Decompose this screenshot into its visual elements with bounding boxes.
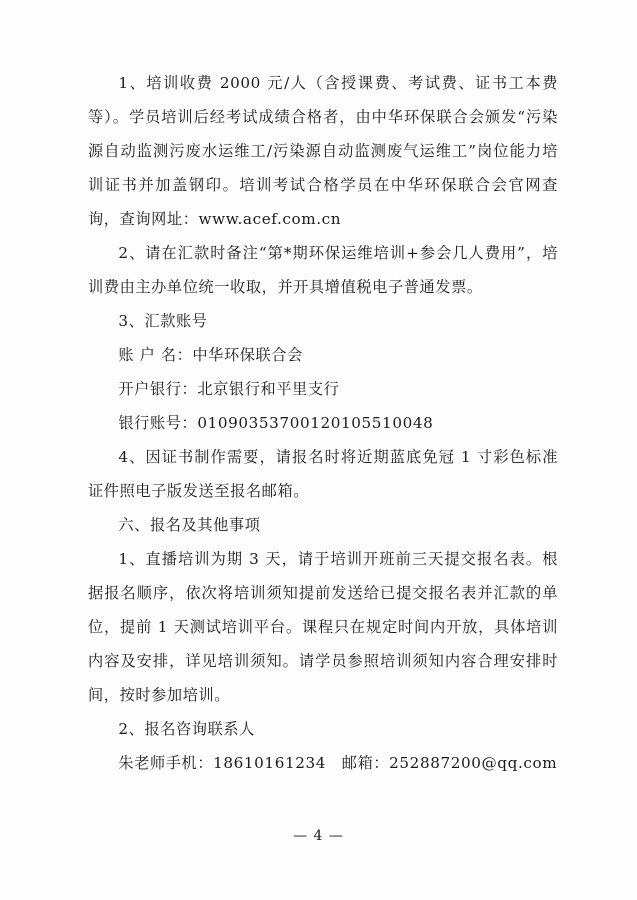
paragraph-contact-heading: 2、报名咨询联系人 xyxy=(118,720,255,738)
section-heading-registration: 六、报名及其他事项 xyxy=(118,516,261,534)
account-number: 银行账号：01090353700120105510048 xyxy=(118,414,434,432)
paragraph-account-heading: 3、汇款账号 xyxy=(118,312,208,330)
paragraph-fee: 1、培训收费 2000 元/人（含授课费、考试费、证书工本费等）。学员培训后经考试成绩合格者，由中华环保联合会颁发“污染源自动监测污废水运维工/污染源自动监测废气运维工”岗位能力培训证书并加盖钢印。培训考试合格学员在中华环保联合会官网查询，查询网址：www.acef.com.cn xyxy=(88,74,558,228)
paragraph-live-training: 1、直播培训为期 3 天，请于培训开班前三天提交报名表。根据报名顺序，依次将培训须知提前发送给已提交报名表并汇款的单位，提前 1 天测试培训平台。课程只在规定时间内开放，具体培训内容及安排，详见培训须知。请学员参照培训须知内容合理安排时间，按时参加培训。 xyxy=(88,550,558,704)
paragraph-photo-requirement: 4、因证书制作需要，请报名时将近期蓝底免冠 1 寸彩色标准证件照电子版发送至报名邮箱。 xyxy=(88,448,558,500)
contact-info: 朱老师手机：18610161234 邮箱：252887200@qq.com xyxy=(118,754,558,772)
bank-name: 开户银行：北京银行和平里支行 xyxy=(118,380,340,398)
paragraph-remittance-note: 2、请在汇款时备注“第*期环保运维培训+参会几人费用”，培训费由主办单位统一收取，并开具增值税电子普通发票。 xyxy=(88,244,558,296)
account-name: 账 户 名：中华环保联合会 xyxy=(118,346,303,364)
page-number: — 4 — xyxy=(293,828,344,844)
document-body xyxy=(88,66,558,780)
